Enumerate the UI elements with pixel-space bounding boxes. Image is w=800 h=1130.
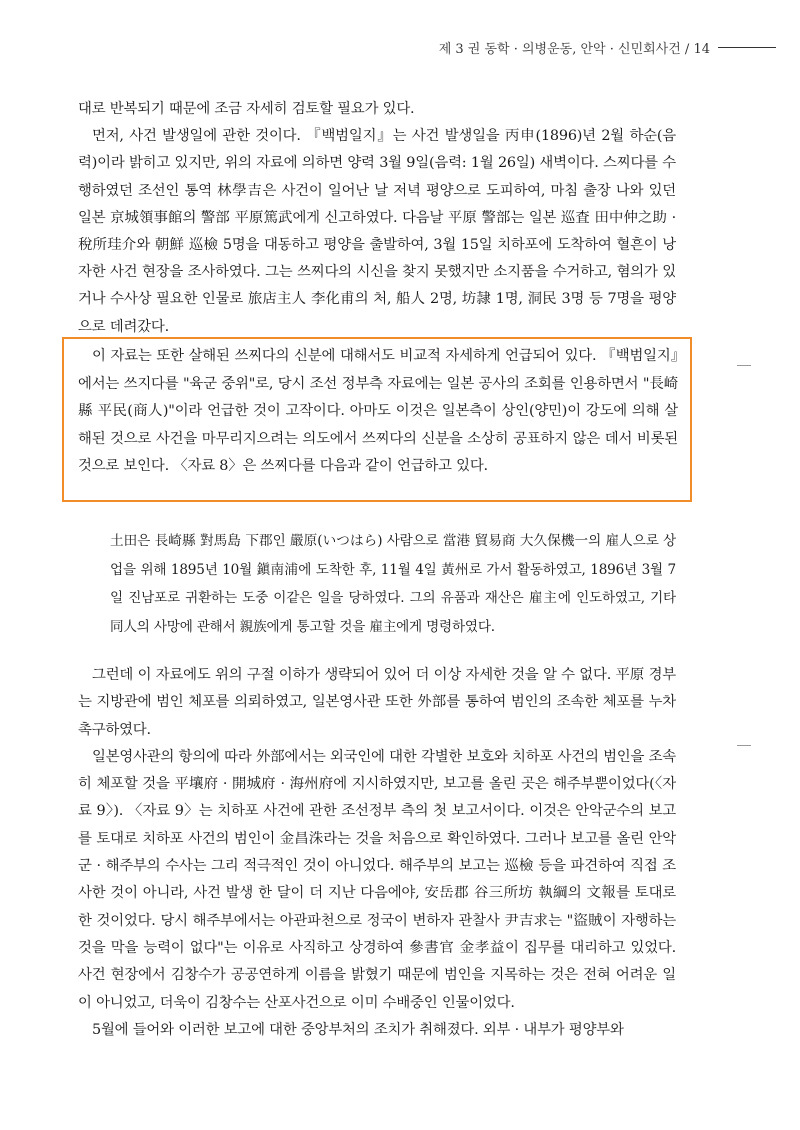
- paragraph: 먼저, 사건 발생일에 관한 것이다. 『백범일지』는 사건 발생일을 丙申(1896)년 2월 하순(음력)이라 밝히고 있지만, 위의 자료에 의하면 양력 3월 9일(음력: 1월 26일) 새벽이다. 스찌다를 수행하였던 조선인 통역 林學吉은 사건이 일어난 날 저녁 평양으로 도피하여, 마침 출장 나와 있던 일본 京城領事館의 警部 平原篤武에게 신고하였다. 다음날 平原 警部는 일본 巡査 田中仲之助 · 稅所珪介와 朝鮮 巡檢 5명을 대동하고 평양을 출발하여, 3월 15일 치하포에 도착하여 혈흔이 낭자한 사건 현장을 조사하였다. 그는 쓰찌다의 시신을 찾지 못했지만 소지품을 수거하고, 혐의가 있거나 수사상 필요한 인물로 旅店主人 李化甫의 처, 船人 2명, 坊隷 1명, 洞民 3명 등 7명을 평양으로 데려갔다.: [78, 128, 676, 335]
- body-text-bottom: [78, 662, 676, 1044]
- page-header: [439, 38, 776, 57]
- paragraph: 이 자료는 또한 살해된 쓰찌다의 신분에 대해서도 비교적 자세하게 언급되어 있다. 『백범일지』에서는 쓰지다를 "육군 중위"로, 당시 조선 정부측 자료에는 일본 공사의 조회를 인용하면서 "長崎縣 平民(商人)"이라 언급한 것이 고작이다. 아마도 이것은 일본측이 상인(양민)이 강도에 의해 살해된 것으로 사건을 마무리지으려는 의도에서 쓰찌다의 신분을 소상히 공표하지 않은 데서 비롯된 것으로 보인다. 〈자료 8〉은 쓰찌다를 다음과 같이 언급하고 있다.: [78, 348, 678, 475]
- highlighted-passage: [78, 343, 678, 481]
- paragraph: 그런데 이 자료에도 위의 구절 이하가 생략되어 있어 더 이상 자세한 것을 알 수 없다. 平原 경부는 지방관에 범인 체포를 의뢰하였고, 일본영사관 또한 外部를 통하여 범인의 조속한 체포를 누차 촉구하였다.: [78, 667, 676, 738]
- body-text-top: [78, 96, 676, 341]
- paragraph: 5월에 들어와 이러한 보고에 대한 중앙부처의 조치가 취해졌다. 외부 · 내부가 평양부와: [92, 1021, 624, 1038]
- quote-text: 土田은 長崎縣 對馬島 下郡인 嚴原(いつはら) 사람으로 當港 貿易商 大久保機一의 雇人으로 상업을 위해 1895년 10월 鎭南浦에 도착한 후, 11월 4일 黃州로 가서 활동하였고, 1896년 3월 7일 진남포로 귀환하는 도중 이같은 일을 당하였다. 그의 유품과 재산은 雇主에 인도하였고, 기타 同人의 사망에 관해서 親族에게 통고할 것을 雇主에게 명령하였다.: [110, 533, 676, 635]
- margin-mark: [737, 365, 751, 366]
- paragraph: 일본영사관의 항의에 따라 外部에서는 외국인에 대한 각별한 보호와 치하포 사건의 범인을 조속히 체포할 것을 平壤府 · 開城府 · 海州府에 지시하였지만, 보고를 올린 곳은 해주부뿐이었다(〈자료 9〉). 〈자료 9〉는 치하포 사건에 관한 조선정부 측의 첫 보고서이다. 이것은 안악군수의 보고를 토대로 치하포 사건의 범인이 金昌洙라는 것을 처음으로 확인하였다. 그러나 보고를 올린 안악군 · 해주부의 수사는 그리 적극적인 것이 아니었다. 해주부의 보고는 巡檢 등을 파견하여 직접 조사한 것이 아니라, 사건 발생 한 달이 더 지난 다음에야, 安岳郡 谷三所坊 執綱의 文報를 토대로 한 것이었다. 당시 해주부에서는 아관파천으로 정국이 변하자 관찰사 尹吉求는 "盜賊이 자행하는 것을 막을 능력이 없다"는 이유로 사직하고 상경하여 參書官 金孝益이 집무를 대리하고 있었다. 사건 현장에서 김창수가 공공연하게 이름을 밝혔기 때문에 범인을 지목하는 것은 전혀 어려운 일이 아니었고, 더욱이 김창수는 산포사건으로 이미 수배중인 인물이었다.: [78, 748, 676, 1011]
- running-header-text: 제 3 권 동학 · 의병운동, 안악 · 신민회사건 / 14: [438, 42, 710, 57]
- margin-mark: [737, 745, 751, 746]
- paragraph: 대로 반복되기 때문에 조금 자세히 검토할 필요가 있다.: [78, 101, 415, 117]
- header-rule: [718, 47, 776, 48]
- quoted-source-block: [110, 527, 676, 641]
